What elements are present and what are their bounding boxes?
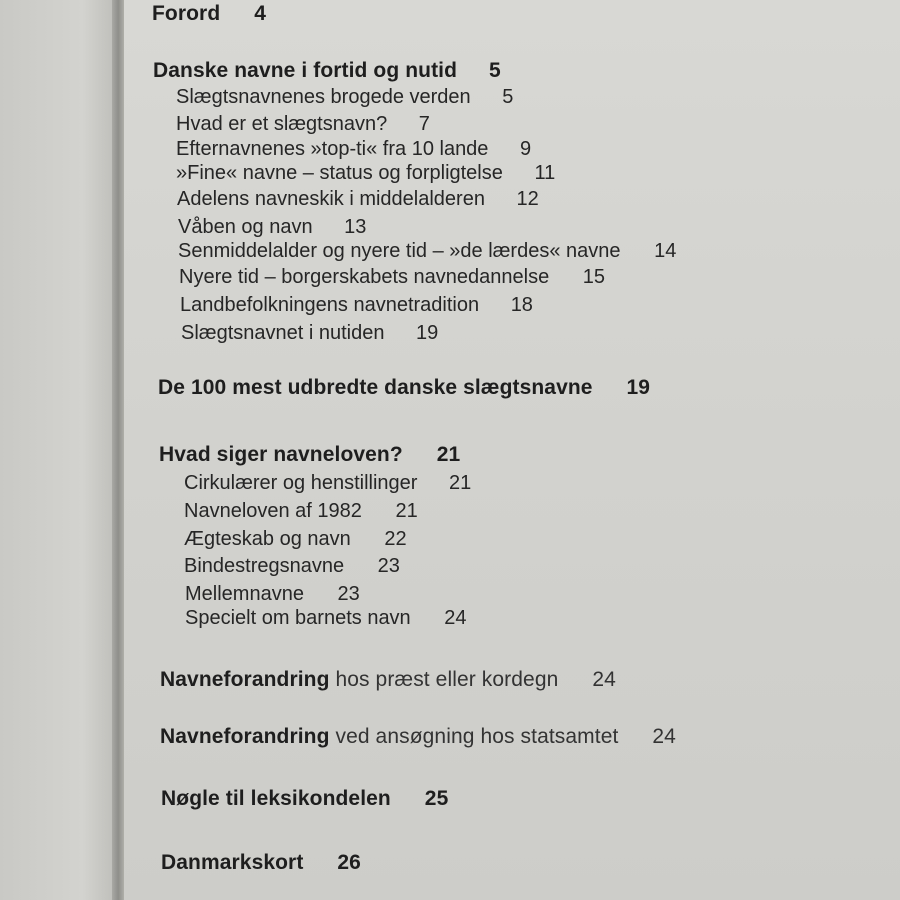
toc-item [178,240,676,263]
page-number: 19 [416,322,439,344]
toc-item [184,528,407,551]
item-title: Bindestregsnavne [184,555,345,577]
toc-section [161,851,361,875]
item-title: Senmiddelalder og nyere tid – »de lærdes« navne [178,240,621,262]
toc-item [185,583,360,606]
section-title-rest: hos præst eller kordegn [335,668,559,691]
page-number: 24 [652,725,676,748]
page-number: 13 [344,216,367,238]
toc-section [161,787,448,811]
section-title-rest: ved ansøgning hos statsamtet [335,725,619,748]
toc-section [153,59,501,83]
item-title: Våben og navn [178,216,313,238]
section-title: Hvad siger navneloven? [159,443,403,466]
toc-item [176,86,513,109]
page-number: 11 [534,162,556,184]
section-title: Danmarkskort [161,851,304,874]
item-title: Slægtsnavnenes brogede verden [176,86,471,108]
page-number: 21 [395,500,418,522]
section-title-bold: Navneforandring [160,668,330,691]
page-number: 5 [488,59,501,82]
page-number: 15 [582,266,606,288]
toc-section [160,725,676,749]
toc-item [176,138,531,161]
item-title: Mellemnavne [185,583,304,605]
page-number: 23 [377,555,400,577]
toc-item [184,500,418,523]
section-title: De 100 mest udbredte danske slægtsnavne [158,376,593,399]
toc-item [184,472,471,495]
page-number: 12 [516,188,539,210]
item-title: Nyere tid – borgerskabets navnedannelse [179,266,550,288]
page-number: 24 [592,668,616,691]
toc-item [184,555,400,578]
toc-section [160,668,616,692]
item-title: Efternavnenes »top-ti« fra 10 lande [176,138,489,160]
item-title: Specielt om barnets navn [185,607,411,629]
page-number: 21 [449,472,472,494]
item-title: Slægtsnavnet i nutiden [181,322,385,344]
section-title-bold: Navneforandring [160,725,330,748]
section-title: Danske navne i fortid og nutid [153,59,458,82]
page-number: 19 [626,376,651,399]
item-title: Cirkulærer og henstillinger [184,472,418,494]
section-title: Nøgle til leksikondelen [161,787,391,810]
page-number: 25 [424,787,449,810]
item-title: Navneloven af 1982 [184,500,362,522]
page-number: 18 [510,294,533,316]
toc-item [180,294,533,317]
page-number: 24 [444,607,467,629]
page-number: 22 [384,528,407,550]
toc-item [178,216,366,239]
item-title: Hvad er et slægtsnavn? [176,113,388,135]
item-title: »Fine« navne – status og forpligtelse [176,162,503,184]
section-title: Forord [152,2,221,25]
toc-item [185,607,467,630]
item-title: Adelens navneskik i middelalderen [177,188,485,210]
toc-item [177,188,539,211]
toc-item [176,113,430,136]
page-number: 14 [654,240,677,262]
toc-item [179,266,605,289]
page-number: 9 [520,138,532,160]
page-number: 7 [418,113,430,135]
page-number: 5 [502,86,514,108]
toc-section [159,443,460,467]
item-title: Landbefolkningens navnetradition [180,294,480,316]
page-number: 21 [436,443,461,466]
page-number: 26 [337,851,361,874]
toc-forord [152,2,266,26]
page-number: 4 [254,2,266,25]
toc-section [158,376,650,400]
toc-item [181,322,438,345]
page-number: 23 [337,583,360,605]
item-title: Ægteskab og navn [184,528,351,550]
toc-item [176,162,555,185]
